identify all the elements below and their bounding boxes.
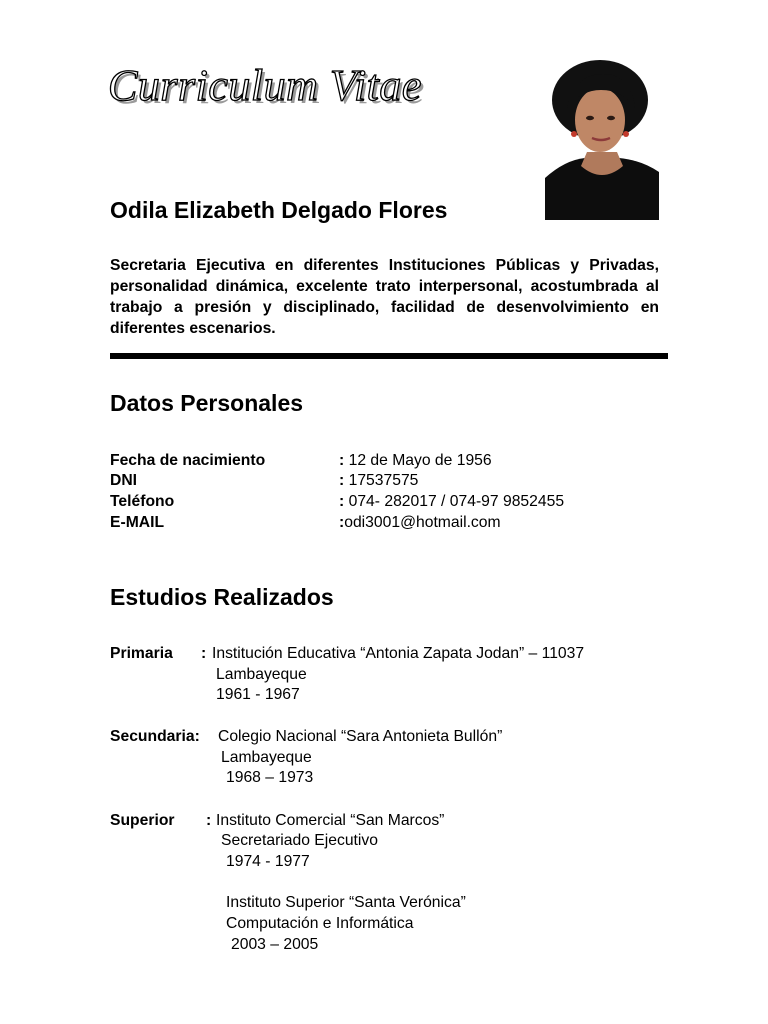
personal-row-phone <box>110 491 174 512</box>
birthdate-separator: : <box>339 452 349 469</box>
personal-row-birthdate <box>110 450 265 471</box>
birthdate-value: 12 de Mayo de 1956 <box>348 452 492 469</box>
studies-heading: Estudios Realizados <box>110 584 334 610</box>
document-title: Curriculum Vitae <box>108 61 422 110</box>
phone-value-wrap <box>339 491 564 512</box>
phone-label: Teléfono <box>110 493 175 510</box>
secundaria-city: Lambayeque <box>221 749 312 766</box>
superior-years-2: 2003 – 2005 <box>231 936 319 953</box>
birthdate-label: Fecha de nacimiento <box>110 452 266 469</box>
profile-summary: Secretaria Ejecutiva en diferentes Instituciones Públicas y Privadas, personalidad dinámica, excelente trato interpersonal, acostumbrada al trabajo a presión y disciplinado, facilidad de desenvolvimiento en diferentes escenarios. <box>110 257 659 337</box>
superior-institute-2: Instituto Superior “Santa Verónica” <box>226 894 466 911</box>
dni-value-wrap <box>339 470 418 491</box>
superior-program-2: Computación e Informática <box>226 915 414 932</box>
personal-data-heading: Datos Personales <box>110 390 304 416</box>
candidate-name: Odila Elizabeth Delgado Flores <box>110 197 448 223</box>
birthdate-value-wrap <box>339 450 492 471</box>
dni-label: DNI <box>110 472 138 489</box>
superior-institute-1: Instituto Comercial “San Marcos” <box>216 812 445 829</box>
email-separator: : <box>339 514 345 531</box>
superior-years-1: 1974 - 1977 <box>226 853 310 870</box>
primaria-years: 1961 - 1967 <box>216 686 300 703</box>
secundaria-years: 1968 – 1973 <box>226 769 314 786</box>
phone-separator: : <box>339 493 349 510</box>
dni-value: 17537575 <box>348 472 419 489</box>
personal-row-email <box>110 512 164 533</box>
dni-separator: : <box>339 472 349 489</box>
primaria-school: Institución Educativa “Antonia Zapata Jodan” – 11037 <box>212 645 585 662</box>
superior-label: Superior <box>110 812 175 829</box>
personal-row-dni <box>110 470 137 491</box>
email-value-wrap <box>339 512 501 533</box>
email-value: odi3001@hotmail.com <box>344 514 501 531</box>
primaria-label: Primaria <box>110 645 173 662</box>
profile-photo <box>545 60 659 220</box>
primaria-separator: : <box>201 645 207 662</box>
primaria-city: Lambayeque <box>216 666 307 683</box>
superior-separator: : <box>206 812 212 829</box>
secundaria-school: Colegio Nacional “Sara Antonieta Bullón” <box>218 728 503 745</box>
email-label: E-MAIL <box>110 514 165 531</box>
section-divider <box>110 353 668 359</box>
superior-program-1: Secretariado Ejecutivo <box>221 832 378 849</box>
secundaria-label: Secundaria: <box>110 728 200 745</box>
phone-value: 074- 282017 / 074-97 9852455 <box>348 493 565 510</box>
